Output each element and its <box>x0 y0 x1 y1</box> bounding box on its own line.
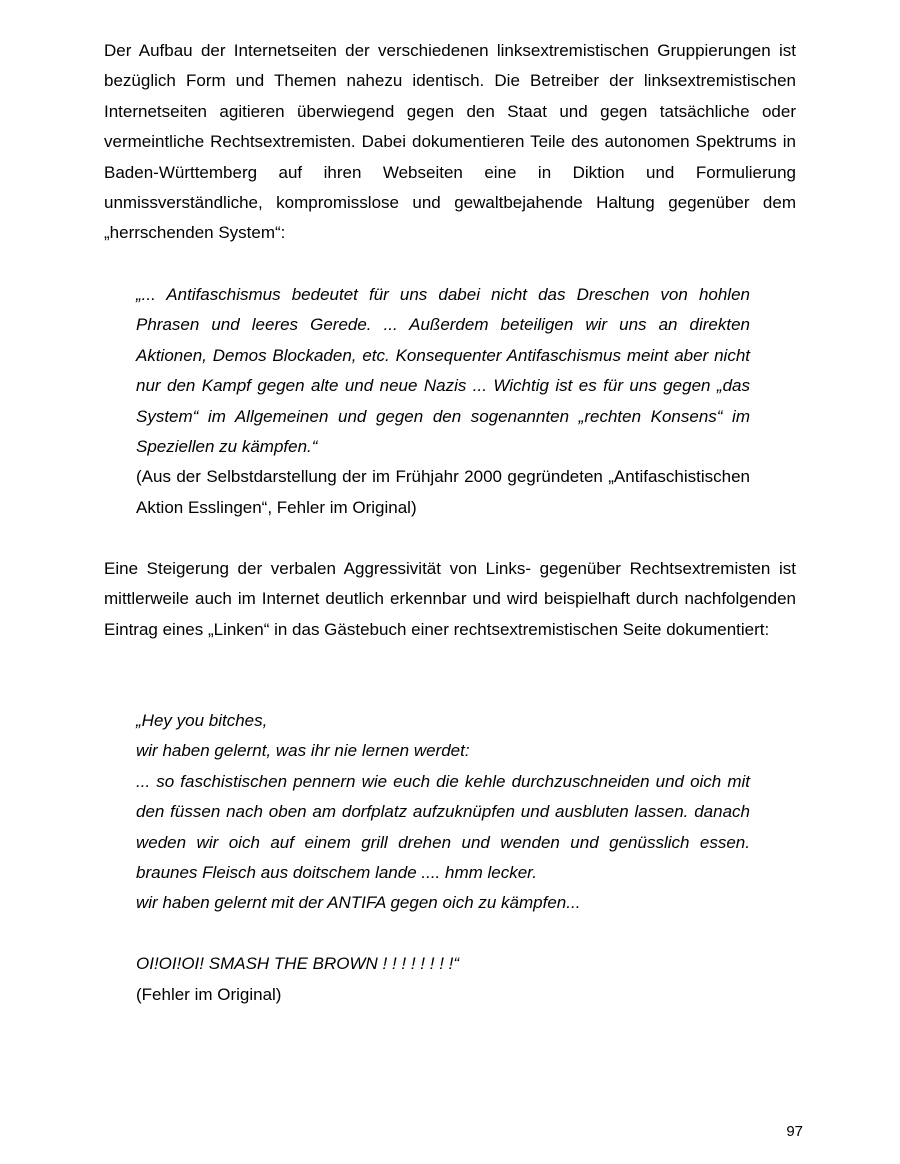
block-quote-guestbook-entry <box>136 706 750 1010</box>
quote-line-greeting: „Hey you bitches, <box>136 711 268 730</box>
quote-source: (Aus der Selbstdarstellung der im Frühjahr 2000 gegründeten „Antifaschistischen Aktion Esslingen“, Fehler im Original) <box>136 467 750 517</box>
page-number: 97 <box>786 1123 803 1140</box>
body-paragraph-intro: Der Aufbau der Internetseiten der verschiedenen linksextremistischen Gruppierungen ist bezüglich Form und Themen nahezu identisch. Die Betreiber der linksextremistischen Internetseiten agitieren überwiegend gegen den Staat und gegen tatsächliche oder vermeintliche Rechtsextremisten. Dabei dokumentieren Teile des autonomen Spektrums in Baden-Württemberg auf ihren Webseiten eine in Diktion und Formulierung unmissverständliche, kompromisslose und gewaltbejahende Haltung gegenüber dem „herrschenden System“: <box>104 41 796 243</box>
quote-note: (Fehler im Original) <box>136 984 282 1004</box>
quote-closing: OI!OI!OI! SMASH THE BROWN ! ! ! ! ! ! ! !“ <box>136 954 460 974</box>
quote-line-learned: wir haben gelernt, was ihr nie lernen werdet: <box>136 741 470 761</box>
quote-text: „... Antifaschismus bedeutet für uns dabei nicht das Dreschen von hohlen Phrasen und leeres Gerede. ... Außerdem beteiligen wir uns an direkten Aktionen, Demos Blockaden, etc. Konsequenter Antifaschismus meint aber nicht nur den Kampf gegen alte und neue Nazis ... Wichtig ist es für uns gegen „das System“ im Allgemeinen und gegen den sogenannten „rechten Konsens“ im Speziellen zu kämpfen.“ <box>136 285 750 457</box>
block-quote-antifa-esslingen <box>136 280 750 523</box>
body-paragraph-aggression: Eine Steigerung der verbalen Aggressivität von Links- gegenüber Rechtsextremisten ist mittlerweile auch im Internet deutlich erkennbar und wird beispielhaft durch nachfolgenden Eintrag eines „Linken“ in das Gästebuch einer rechtsextremistischen Seite dokumentiert: <box>104 559 796 639</box>
quote-line-body: ... so faschistischen pennern wie euch die kehle durchzuschneiden und oich mit den füssen nach oben am dorfplatz aufzuknüpfen und ausbluten lassen. danach weden wir oich auf einem grill drehen und wenden und genüsslich essen. braunes Fleisch aus doitschem lande .... hmm lecker. <box>136 771 750 883</box>
quote-line-antifa: wir haben gelernt mit der ANTIFA gegen oich zu kämpfen... <box>136 893 581 913</box>
quote-spacer <box>136 919 750 949</box>
